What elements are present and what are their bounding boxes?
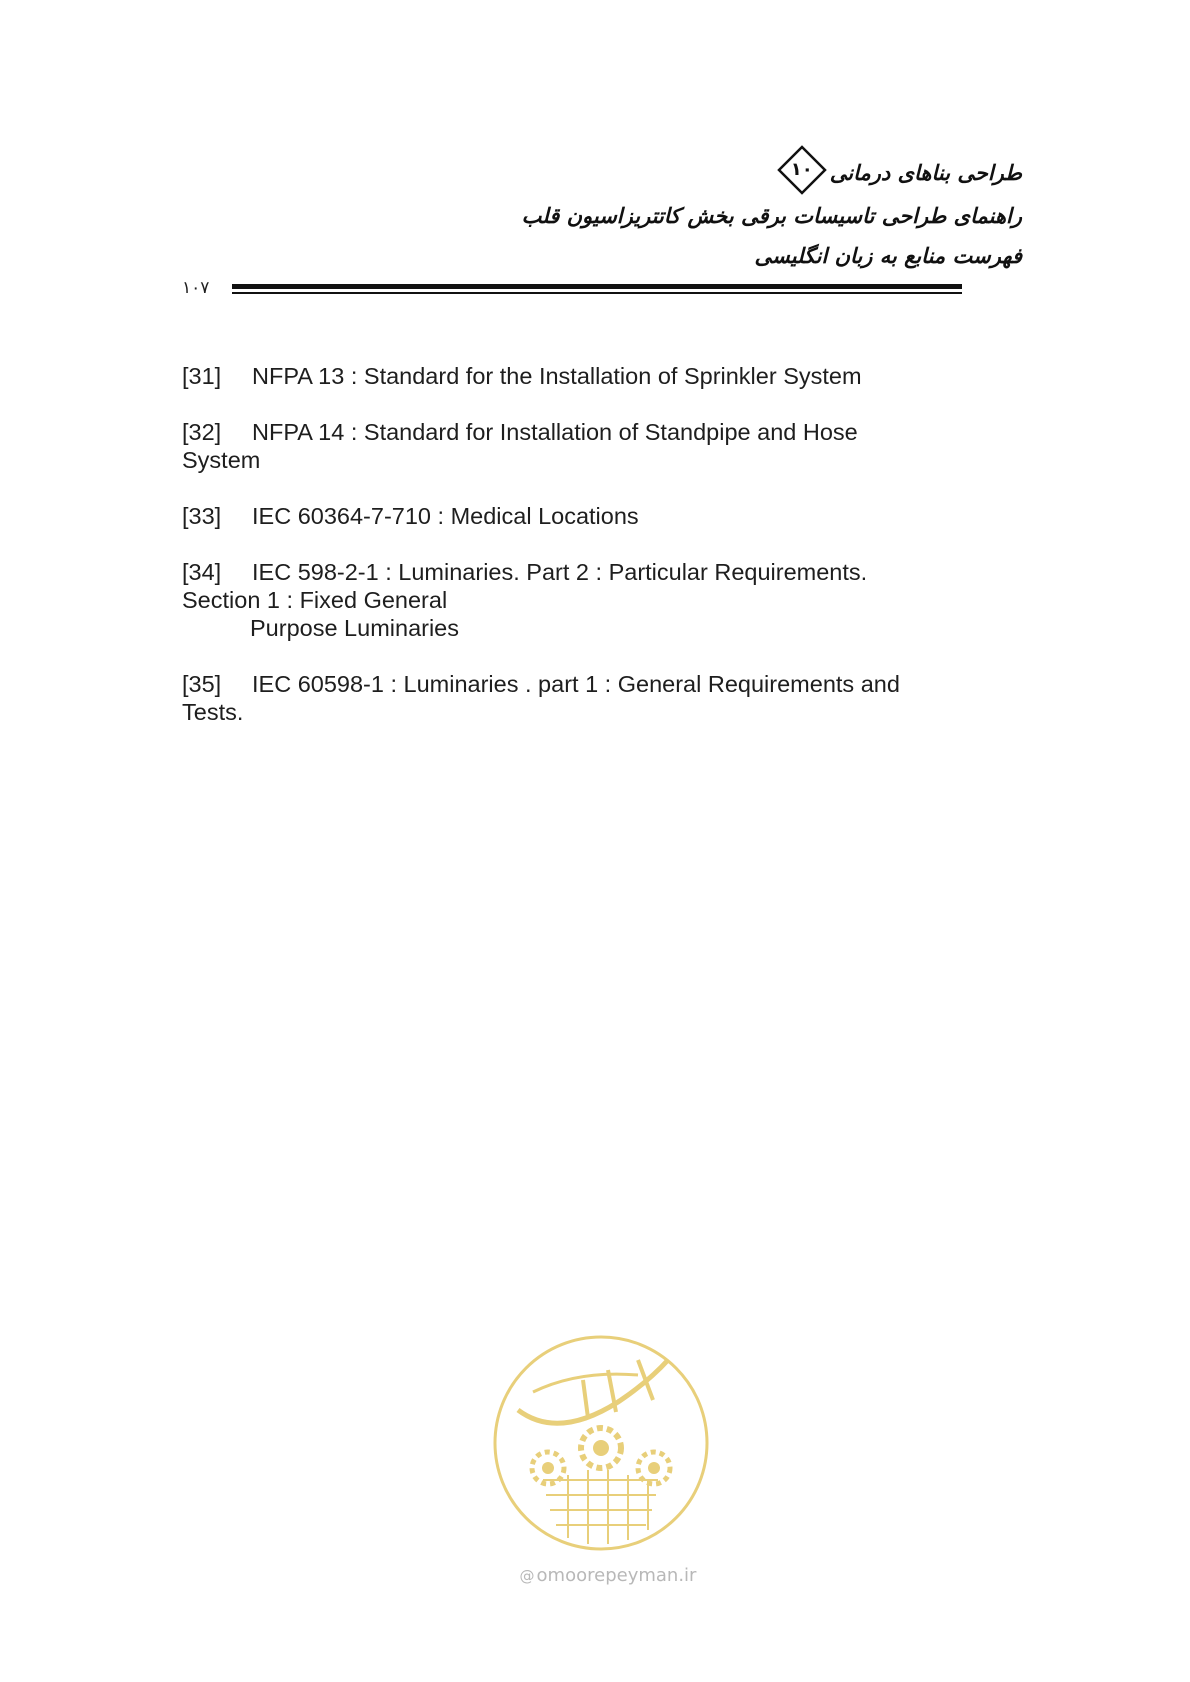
reference-text-continued: System (182, 447, 261, 473)
reference-item (182, 362, 1002, 390)
watermark-site: omoorepeyman.ir (536, 1565, 697, 1586)
volume-badge (776, 144, 828, 196)
reference-item (182, 418, 1002, 474)
reference-number: [32] (182, 419, 222, 445)
rule-thick-line (232, 284, 962, 289)
reference-text: IEC 60364-7-710 : Medical Locations (252, 503, 639, 529)
header-rule (182, 278, 962, 304)
book-subtitle: راهنمای طراحی تاسیسات برقی بخش کاتتریزاسیون قلب (521, 204, 1022, 228)
reference-number: [34] (182, 559, 222, 585)
watermark-url (508, 1565, 708, 1586)
reference-list (182, 362, 1002, 754)
reference-text: IEC 60598-1 : Luminaries . part 1 : General Requirements and (252, 671, 900, 697)
header-line-1 (382, 150, 1022, 196)
section-title: فهرست منابع به زبان انگلیسی (754, 244, 1022, 268)
reference-number: [35] (182, 671, 222, 697)
rule-thin-line (232, 292, 962, 294)
reference-text-indented: Purpose Luminaries (250, 615, 459, 641)
page-header (382, 150, 1022, 276)
reference-item (182, 670, 1002, 726)
reference-text: IEC 598-2-1 : Luminaries. Part 2 : Particular Requirements. (252, 559, 868, 585)
reference-number: [31] (182, 363, 222, 389)
omoore-peyman-logo (488, 1330, 714, 1556)
watermark-logo-icon (488, 1330, 714, 1556)
reference-item (182, 502, 1002, 530)
at-icon: @ (519, 1567, 535, 1585)
reference-text-continued: Tests. (182, 699, 244, 725)
reference-text: NFPA 14 : Standard for Installation of Standpipe and Hose (252, 419, 858, 445)
reference-item (182, 558, 1002, 642)
reference-text: NFPA 13 : Standard for the Installation of Sprinkler System (252, 363, 862, 389)
page-number: ۱۰۷ (182, 278, 210, 298)
reference-number: [33] (182, 503, 222, 529)
book-series-title: طراحی بناهای درمانی (829, 161, 1022, 185)
reference-text-continued: Section 1 : Fixed General (182, 587, 448, 613)
volume-number: ۱۰ (790, 159, 813, 180)
